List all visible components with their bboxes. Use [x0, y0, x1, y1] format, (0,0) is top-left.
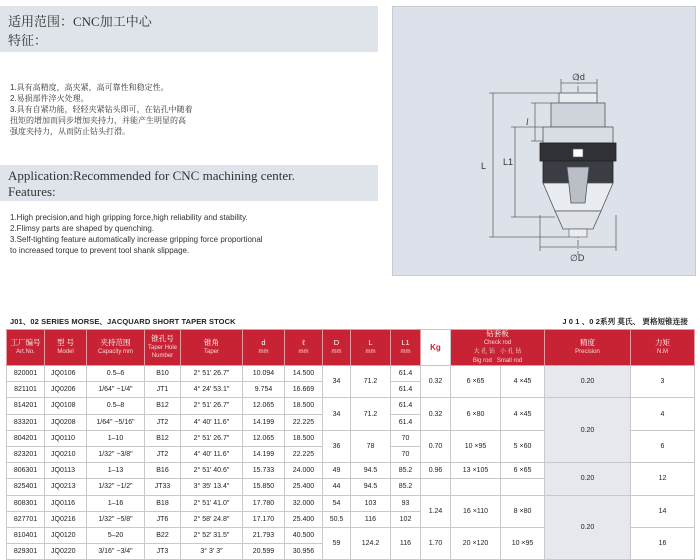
cell-L: 78	[351, 430, 391, 462]
cell-taper: 2° 51′ 41.0″	[181, 495, 243, 511]
cell-capacity: 0.5–8	[87, 398, 145, 414]
cell-capacity: 1–10	[87, 430, 145, 446]
cell-kg: 0.32	[421, 366, 451, 398]
cell-l: 18.500	[285, 398, 323, 414]
en-feature-1: 1.High precision,and high gripping force,high reliability and stability.	[10, 213, 248, 222]
cell-big-rod-empty	[451, 479, 501, 495]
col-kg: Kg	[421, 330, 451, 366]
col-torque: 力矩 N.M	[631, 330, 695, 366]
table-header-row	[7, 330, 695, 366]
cell-taper: 3° 3′ 3″	[181, 544, 243, 560]
cell-l: 32.000	[285, 495, 323, 511]
cell-taper: 2° 51′ 26.7″	[181, 398, 243, 414]
cell-kg: 1.70	[421, 527, 451, 559]
cell-d: 14.199	[243, 414, 285, 430]
cell-taper-hole: B16	[145, 463, 181, 479]
cell-L1: 61.4	[391, 414, 421, 430]
cell-L1: 61.4	[391, 398, 421, 414]
col-art-no: 工厂编号 Art.No.	[7, 330, 45, 366]
cell-torque: 4	[631, 398, 695, 430]
cell-small-rod: 8 ×80	[501, 495, 545, 527]
cell-l: 22.225	[285, 414, 323, 430]
cell-precision: 0.20	[545, 495, 631, 560]
en-feature-3: 3.Self-tighting feature automatically increase gripping force proportional	[10, 235, 263, 244]
cell-taper-hole: JT2	[145, 446, 181, 462]
col-taper-hole: 锥孔号 Taper Hole Number	[145, 330, 181, 366]
table-row	[7, 495, 695, 511]
cell-taper-hole: B12	[145, 430, 181, 446]
col-D: D mm	[323, 330, 351, 366]
cell-L1: 70	[391, 446, 421, 462]
col-capacity: 夹持范围 Capacity mm	[87, 330, 145, 366]
cell-D: 34	[323, 398, 351, 430]
cell-capacity: 3/16" −3/4"	[87, 544, 145, 560]
zh-feature-2: 2.易损部件淬火处理。	[10, 94, 89, 103]
cell-small-rod: 6 ×65	[501, 463, 545, 479]
cell-D: 44	[323, 479, 351, 495]
chuck-drawing-svg	[393, 7, 695, 275]
cell-art-no: 823201	[7, 446, 45, 462]
cell-taper-hole: B22	[145, 527, 181, 543]
table-title-en: J01、02 SERIES MORSE、JACQUARD SHORT TAPER STOCK	[10, 317, 236, 326]
cell-l: 16.669	[285, 382, 323, 398]
cell-l: 40.500	[285, 527, 323, 543]
cell-D: 59	[323, 527, 351, 559]
cell-kg: 0.70	[421, 430, 451, 462]
cell-art-no: 829301	[7, 544, 45, 560]
cell-d: 10.094	[243, 366, 285, 382]
col-d: d mm	[243, 330, 285, 366]
cell-taper-hole: JT1	[145, 382, 181, 398]
table-row	[7, 366, 695, 382]
cell-big-rod: 6 ×80	[451, 398, 501, 430]
cell-model: JQ0108	[45, 398, 87, 414]
cell-model: JQ0106	[45, 366, 87, 382]
cell-D: 36	[323, 430, 351, 462]
cell-capacity: 1/64" −5/16"	[87, 414, 145, 430]
zh-header-band	[0, 6, 378, 52]
cell-L1: 61.4	[391, 382, 421, 398]
cell-taper: 2° 51′ 26.7″	[181, 366, 243, 382]
en-application-text: Application:Recommended for CNC machining center.	[8, 168, 296, 183]
cell-L: 71.2	[351, 366, 391, 398]
cell-l: 25.400	[285, 479, 323, 495]
cell-L1: 102	[391, 511, 421, 527]
cell-capacity: 1–13	[87, 463, 145, 479]
cell-D: 50.5	[323, 511, 351, 527]
col-check-rod: 钻套板 Check rod 大 孔 钻 小 孔 钻 Big rod Small rod	[451, 330, 545, 366]
cell-taper: 2° 51′ 40.6″	[181, 463, 243, 479]
cell-small-rod: 4 ×45	[501, 398, 545, 430]
cell-taper: 2° 51′ 26.7″	[181, 430, 243, 446]
cell-L1: 85.2	[391, 463, 421, 479]
cell-capacity: 1–16	[87, 495, 145, 511]
cell-torque: 3	[631, 366, 695, 398]
cell-small-rod: 4 ×45	[501, 366, 545, 398]
cell-capacity: 1/32" −3/8"	[87, 446, 145, 462]
dim-L-label: L	[481, 161, 487, 171]
cell-taper-hole: JT33	[145, 479, 181, 495]
zh-feature-3c: 强度夹持力，从而防止钻头打滑。	[10, 127, 130, 136]
zh-feature-1: 1.具有高精度，高夹紧，高可靠性和稳定性。	[10, 83, 169, 92]
cell-D: 49	[323, 463, 351, 479]
cell-art-no: 808301	[7, 495, 45, 511]
cell-D: 54	[323, 495, 351, 511]
cell-small-rod: 5 ×60	[501, 430, 545, 462]
cell-capacity: 5–20	[87, 527, 145, 543]
cell-model: JQ0206	[45, 382, 87, 398]
table-row	[7, 463, 695, 479]
cell-d: 17.170	[243, 511, 285, 527]
cell-taper: 2° 58′ 24.8″	[181, 511, 243, 527]
col-L: L mm	[351, 330, 391, 366]
cell-model: JQ0213	[45, 479, 87, 495]
cell-taper: 4° 40′ 11.6″	[181, 446, 243, 462]
cell-art-no: 810401	[7, 527, 45, 543]
zh-feature-3b: 扭矩的增加而同步增加夹持力，并能产生明显的高	[10, 116, 186, 125]
en-features-label: Features:	[8, 184, 56, 199]
en-feature-2: 2.Flimsy parts are shaped by quenching.	[10, 224, 155, 233]
col-L1: L1 mm	[391, 330, 421, 366]
cell-l: 25.400	[285, 511, 323, 527]
cell-art-no: 821101	[7, 382, 45, 398]
zh-application-text: 适用范围：CNC加工中心	[8, 14, 152, 29]
cell-L1: 116	[391, 527, 421, 559]
cell-precision: 0.20	[545, 366, 631, 398]
cell-big-rod: 20 ×120	[451, 527, 501, 559]
cell-taper-hole: B18	[145, 495, 181, 511]
cell-L1: 70	[391, 430, 421, 446]
cell-precision: 0.20	[545, 398, 631, 463]
cell-big-rod: 13 ×105	[451, 463, 501, 479]
cell-small-rod: 10 ×95	[501, 527, 545, 559]
cell-precision: 0.20	[545, 463, 631, 495]
cell-model: JQ0220	[45, 544, 87, 560]
cell-art-no: 806301	[7, 463, 45, 479]
cell-torque: 14	[631, 495, 695, 527]
cell-torque: 6	[631, 430, 695, 462]
cell-torque: 16	[631, 527, 695, 559]
cell-l: 22.225	[285, 446, 323, 462]
cell-taper-hole: B12	[145, 398, 181, 414]
cell-L: 71.2	[351, 398, 391, 430]
cell-d: 12.065	[243, 430, 285, 446]
cell-taper-hole: JT6	[145, 511, 181, 527]
cell-d: 15.850	[243, 479, 285, 495]
dim-d-label: ∅d	[572, 72, 585, 82]
cell-capacity: 0.5–6	[87, 366, 145, 382]
cell-capacity: 1/32" −1/2"	[87, 479, 145, 495]
cell-big-rod: 10 ×95	[451, 430, 501, 462]
cell-D: 34	[323, 366, 351, 398]
cell-art-no: 804201	[7, 430, 45, 446]
cell-model: JQ0208	[45, 414, 87, 430]
cell-L: 103	[351, 495, 391, 511]
cell-capacity: 1/32" −5/8"	[87, 511, 145, 527]
cell-big-rod: 16 ×110	[451, 495, 501, 527]
cell-model: JQ0120	[45, 527, 87, 543]
en-header-band	[0, 165, 378, 201]
cell-taper: 4° 24′ 53.1″	[181, 382, 243, 398]
chuck-technical-drawing	[392, 6, 696, 276]
cell-model: JQ0210	[45, 446, 87, 462]
cell-small-rod-empty	[501, 479, 545, 495]
cell-capacity: 1/64" −1/4"	[87, 382, 145, 398]
dim-l-label: l	[526, 117, 529, 127]
cell-L: 94.5	[351, 479, 391, 495]
cell-L: 116	[351, 511, 391, 527]
cell-model: JQ0110	[45, 430, 87, 446]
col-model: 型 号 Model	[45, 330, 87, 366]
cell-art-no: 814201	[7, 398, 45, 414]
cell-model: JQ0116	[45, 495, 87, 511]
cell-d: 20.599	[243, 544, 285, 560]
cell-L: 124.2	[351, 527, 391, 559]
cell-L: 94.5	[351, 463, 391, 479]
cell-kg: 1.24	[421, 495, 451, 527]
cell-torque: 12	[631, 463, 695, 495]
cell-kg-empty	[421, 479, 451, 495]
zh-features-label: 特征：	[8, 33, 48, 48]
cell-art-no: 827701	[7, 511, 45, 527]
cell-art-no: 833201	[7, 414, 45, 430]
cell-kg: 0.96	[421, 463, 451, 479]
cell-L1: 85.2	[391, 479, 421, 495]
cell-d: 21.793	[243, 527, 285, 543]
cell-art-no: 820001	[7, 366, 45, 382]
cell-d: 9.754	[243, 382, 285, 398]
cell-L1: 93	[391, 495, 421, 511]
col-precision: 精度 Precision	[545, 330, 631, 366]
col-taper: 锥角 Taper	[181, 330, 243, 366]
cell-d: 15.733	[243, 463, 285, 479]
table-title-zh: J 0 1 、0 2系列 莫氏、 贾格短锥连接	[562, 317, 688, 326]
cell-l: 18.500	[285, 430, 323, 446]
cell-big-rod: 6 ×65	[451, 366, 501, 398]
cell-taper-hole: B10	[145, 366, 181, 382]
zh-feature-3: 3.具有自紧功能，轻轻夹紧钻头即可，在钻孔中随着	[10, 105, 193, 114]
cell-taper: 3° 35′ 13.4″	[181, 479, 243, 495]
table-row	[7, 398, 695, 414]
dim-D-label: ∅D	[570, 253, 585, 263]
cell-L1: 61.4	[391, 366, 421, 382]
cell-model: JQ0113	[45, 463, 87, 479]
cell-taper: 2° 52′ 31.5″	[181, 527, 243, 543]
cell-taper-hole: JT3	[145, 544, 181, 560]
cell-model: JQ0216	[45, 511, 87, 527]
col-l: ℓ mm	[285, 330, 323, 366]
cell-kg: 0.32	[421, 398, 451, 430]
cell-l: 14.500	[285, 366, 323, 382]
cell-taper: 4° 40′ 11.6″	[181, 414, 243, 430]
cell-d: 17.780	[243, 495, 285, 511]
en-feature-3b: to increased torque to prevent tool shank slippage.	[10, 246, 190, 255]
cell-d: 14.199	[243, 446, 285, 462]
cell-l: 24.000	[285, 463, 323, 479]
cell-l: 30.956	[285, 544, 323, 560]
dim-L1-label: L1	[503, 157, 514, 167]
cell-art-no: 825401	[7, 479, 45, 495]
cell-d: 12.065	[243, 398, 285, 414]
spec-table	[6, 329, 695, 560]
cell-taper-hole: JT2	[145, 414, 181, 430]
